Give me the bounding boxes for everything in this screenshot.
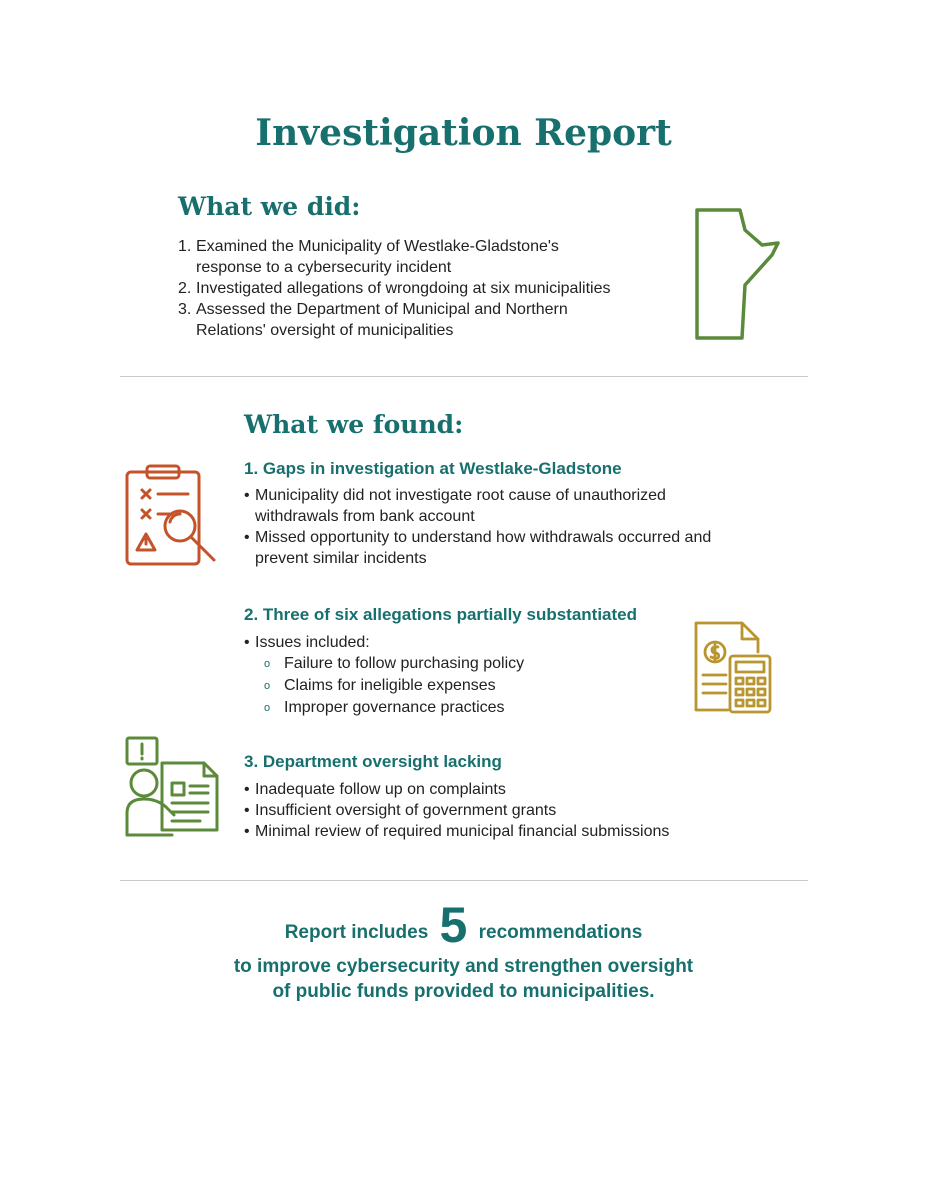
list-item <box>178 278 698 299</box>
divider <box>120 376 808 377</box>
finding-3-title: 3. Department oversight lacking <box>244 752 502 771</box>
list-item <box>244 800 744 821</box>
bullet-text: Inadequate follow up on complaints <box>255 781 506 798</box>
list-item <box>244 527 744 569</box>
sub-bullet-marker: o <box>264 658 271 670</box>
sub-bullet-marker: o <box>264 702 271 714</box>
sub-bullet-text: Failure to follow purchasing policy <box>284 655 525 672</box>
sub-list-item <box>264 675 684 697</box>
bullet-text: Municipality did not investigate root cause of unauthorized withdrawals from bank account <box>255 487 666 525</box>
finding-2-title: 2. Three of six allegations partially substantiated <box>244 605 638 624</box>
list-item-text: Investigated allegations of wrongdoing at six municipalities <box>196 280 611 297</box>
list-item-text: Assessed the Department of Municipal and Northern Relations' oversight of municipalities <box>196 301 568 339</box>
what-we-did-heading: What we did: <box>178 192 361 221</box>
sub-bullet-marker: o <box>264 680 271 692</box>
closing-statement <box>0 897 927 1004</box>
closing-line-1 <box>0 897 927 953</box>
list-item <box>244 821 744 842</box>
list-item <box>244 779 744 800</box>
sub-bullet-text: Improper governance practices <box>284 699 505 716</box>
list-item <box>244 485 744 527</box>
sub-list-item <box>264 697 684 719</box>
closing-line-2: to improve cybersecurity and strengthen oversight <box>233 956 694 977</box>
finding-1-bullets <box>244 485 744 569</box>
finding-1-title: 1. Gaps in investigation at Westlake-Gladstone <box>244 459 622 478</box>
bullet-marker: • <box>244 487 250 504</box>
checklist-magnifier-icon <box>122 462 222 567</box>
person-document-alert-icon <box>122 735 222 840</box>
bullet-marker: • <box>244 634 250 651</box>
list-item-number: 3. <box>178 301 192 318</box>
invoice-calculator-icon <box>690 618 775 716</box>
manitoba-map-icon <box>690 205 790 345</box>
bullet-text: Missed opportunity to understand how withdrawals occurred and prevent similar incidents <box>255 529 712 567</box>
closing-suffix: recommendations <box>478 922 643 943</box>
list-item <box>178 236 698 278</box>
what-we-found-heading: What we found: <box>244 410 464 439</box>
divider <box>120 880 808 881</box>
bullet-text: Insufficient oversight of government grants <box>255 802 557 819</box>
finding-2-bullets <box>244 632 684 719</box>
bullet-text: Minimal review of required municipal financial submissions <box>255 823 670 840</box>
closing-prefix: Report includes <box>284 922 429 943</box>
page-title: Investigation Report <box>255 112 672 154</box>
recommendation-count: 5 <box>439 897 468 953</box>
bullet-text: Issues included: <box>255 634 370 651</box>
sub-list-item <box>264 653 684 675</box>
list-item-number: 1. <box>178 238 192 255</box>
list-item-text: Examined the Municipality of Westlake-Gladstone's response to a cybersecurity incident <box>196 238 559 276</box>
sub-bullet-text: Claims for ineligible expenses <box>284 677 496 694</box>
what-we-did-list <box>178 236 698 341</box>
bullet-marker: • <box>244 781 250 798</box>
bullet-marker: • <box>244 802 250 819</box>
list-item <box>244 632 684 653</box>
bullet-marker: • <box>244 529 250 546</box>
finding-3-bullets <box>244 779 744 842</box>
closing-line-3: of public funds provided to municipalities. <box>272 981 655 1002</box>
bullet-marker: • <box>244 823 250 840</box>
list-item-number: 2. <box>178 280 192 297</box>
list-item <box>178 299 698 341</box>
